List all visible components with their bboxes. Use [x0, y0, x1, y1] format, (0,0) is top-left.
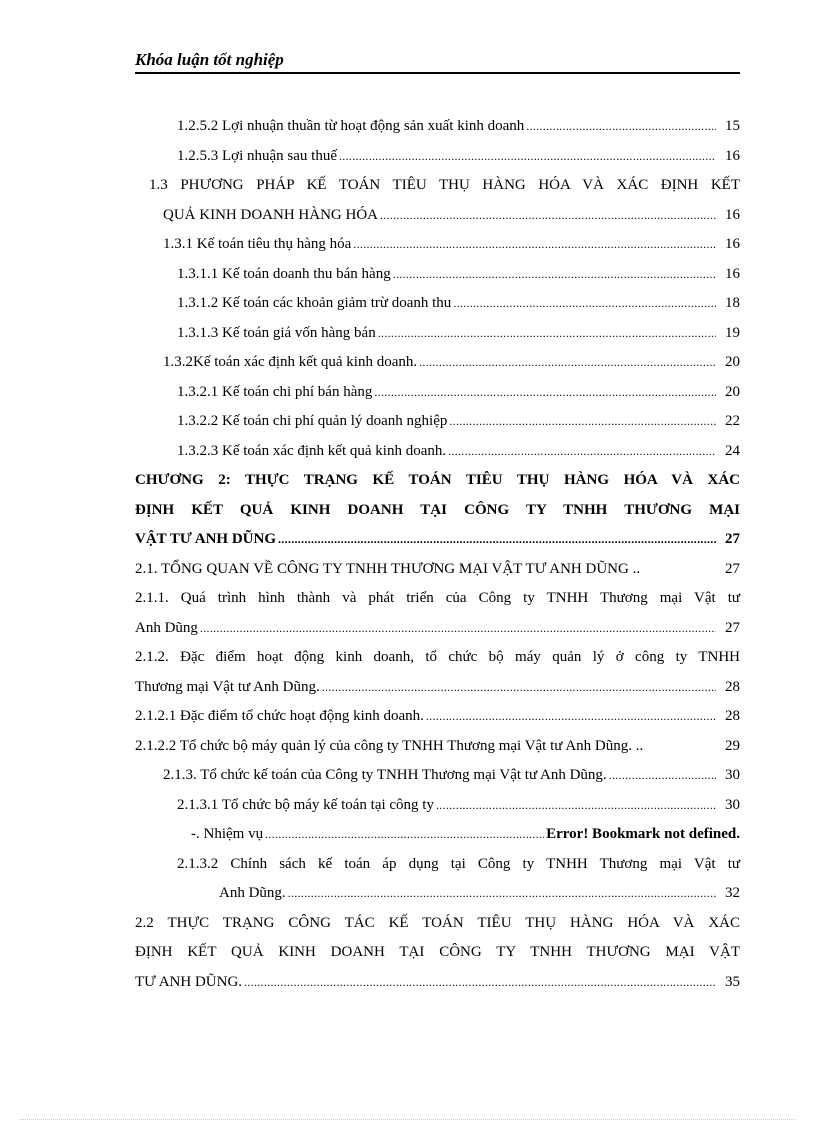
toc-entry-label: Anh Dũng [135, 619, 198, 636]
toc-entry[interactable] [135, 348, 740, 378]
toc-page-number: 27 [725, 560, 740, 577]
toc-entry[interactable] [135, 850, 740, 909]
toc-entry[interactable] [135, 761, 740, 791]
toc-entry-label: 1.2.5.3 Lợi nhuận sau thuế [177, 147, 337, 164]
toc-entry-label: 2.1.2.1 Đặc điểm tổ chức hoạt động kinh doanh. [135, 708, 424, 724]
toc-entry-label: 2.1. TỔNG QUAN VỀ CÔNG TY TNHH THƯƠNG MẠI VẬT TƯ ANH DŨNG .. [135, 560, 641, 577]
toc-page-number: 27 [725, 619, 740, 636]
page-bottom-border [20, 1119, 796, 1120]
toc-page-number: 20 [725, 383, 740, 400]
toc-leader-dots [448, 437, 716, 467]
toc-entry[interactable] [135, 643, 740, 702]
toc-leader-dots [322, 673, 716, 703]
toc-entry-label: 1.3.1.2 Kế toán các khoản giảm trừ doanh thu [177, 295, 452, 311]
toc-entry[interactable] [135, 437, 740, 467]
toc-entry-line: 1.3 PHƯƠNG PHÁP KẾ TOÁN TIÊU THỤ HÀNG HÓA VÀ XÁC ĐỊNH KẾT [149, 177, 740, 193]
toc-error-text: Error! Bookmark not defined. [546, 826, 740, 842]
toc-entry-line: 2.1.1. Quá trình hình thành và phát triển của Công ty TNHH Thương mại Vật tư [135, 590, 740, 606]
toc-leader-dots [526, 112, 716, 142]
toc-page-number: 27 [725, 531, 740, 547]
toc-entry[interactable] [135, 702, 740, 732]
toc-entry-line: ĐỊNH KẾT QUẢ KINH DOANH TẠI CÔNG TY TNHH THƯƠNG MẠI [135, 501, 740, 518]
toc-leader-dots [449, 407, 716, 437]
toc-leader-dots [419, 348, 716, 378]
toc-entry-label: 1.3.2.1 Kế toán chi phí bán hàng [177, 383, 373, 400]
toc-leader-dots [380, 201, 716, 231]
toc-leader-dots [353, 230, 716, 260]
toc-entry[interactable] [135, 909, 740, 998]
toc-entry-label: 1.3.2Kế toán xác định kết quả kinh doanh. [163, 354, 418, 370]
toc-entry-line: 2.2 THỰC TRẠNG CÔNG TÁC KẾ TOÁN TIÊU THỤ HÀNG HÓA VÀ XÁC [135, 914, 740, 931]
toc-entry[interactable] [135, 112, 740, 142]
toc-entry-line: 2.1.3.2 Chính sách kế toán áp dụng tại Công ty TNHH Thương mại Vật tư [177, 855, 740, 872]
toc-page-number: 24 [725, 442, 740, 459]
toc-page-number: 28 [725, 678, 740, 695]
page-header [135, 48, 740, 74]
toc-entry-label: 2.1.2.2 Tổ chức bộ máy quản lý của công ty TNHH Thương mại Vật tư Anh Dũng. .. [135, 737, 644, 754]
toc-entry[interactable] [135, 319, 740, 349]
toc-page-number: 16 [725, 265, 740, 282]
toc-entry[interactable] [135, 732, 740, 762]
toc-entry[interactable] [135, 171, 740, 230]
toc-entry[interactable] [135, 584, 740, 643]
toc-entry[interactable] [135, 407, 740, 437]
toc-entry[interactable] [135, 820, 740, 850]
toc-leader-dots [339, 142, 716, 172]
toc-leader-dots [378, 319, 716, 349]
toc-leader-dots [436, 791, 716, 821]
toc-entry-label: QUẢ KINH DOANH HÀNG HÓA [163, 206, 378, 223]
toc-entry-label: Thương mại Vật tư Anh Dũng. [135, 678, 320, 695]
toc-entry-label: TƯ ANH DŨNG. [135, 973, 243, 990]
header-title: Khóa luận tốt nghiệp [135, 50, 284, 69]
toc-page-number: 32 [725, 885, 740, 901]
toc-entry-label: 1.3.1 Kế toán tiêu thụ hàng hóa [163, 236, 352, 252]
toc-entry-label: 1.3.1.3 Kế toán giá vốn hàng bán [177, 324, 376, 341]
toc-entry[interactable] [135, 230, 740, 260]
toc-entry-label: 1.2.5.2 Lợi nhuận thuần từ hoạt động sản xuất kinh doanh [177, 118, 525, 134]
toc-page-number: 16 [725, 236, 740, 252]
toc-leader-dots [453, 289, 716, 319]
toc-entry-label: 2.1.3.1 Tổ chức bộ máy kế toán tại công ty [177, 796, 434, 813]
toc-leader-dots [265, 820, 544, 850]
toc-leader-dots [244, 968, 716, 998]
toc-entry[interactable] [135, 142, 740, 172]
toc-leader-dots [200, 614, 716, 644]
toc-leader-dots [278, 525, 716, 555]
toc-entry-line: CHƯƠNG 2: THỰC TRẠNG KẾ TOÁN TIÊU THỤ HÀNG HÓA VÀ XÁC [135, 472, 740, 488]
toc-page-number: 29 [725, 737, 740, 754]
toc-page-number: 15 [725, 118, 740, 134]
toc-page-number: 16 [725, 147, 740, 164]
toc-leader-dots [374, 378, 716, 408]
toc-entry-label: VẬT TƯ ANH DŨNG [135, 531, 276, 547]
table-of-contents [135, 112, 740, 997]
toc-entry-label: -. Nhiệm vụ [191, 826, 264, 842]
toc-page-number: 20 [725, 354, 740, 370]
toc-entry-label: 2.1.3. Tổ chức kế toán của Công ty TNHH Thương mại Vật tư Anh Dũng. [163, 767, 607, 783]
toc-leader-dots [288, 879, 716, 909]
toc-page-number: 16 [725, 206, 740, 223]
toc-entry-label: 1.3.2.2 Kế toán chi phí quản lý doanh nghiệp [177, 413, 448, 429]
toc-entry[interactable] [135, 791, 740, 821]
toc-page-number: 30 [725, 796, 740, 813]
toc-page-number: 35 [725, 973, 740, 990]
toc-entry[interactable] [135, 466, 740, 555]
toc-entry-label: Anh Dũng. [219, 885, 286, 901]
toc-entry-label: 1.3.1.1 Kế toán doanh thu bán hàng [177, 265, 391, 282]
toc-entry[interactable] [135, 260, 740, 290]
toc-entry[interactable] [135, 378, 740, 408]
toc-page-number: 18 [725, 295, 740, 311]
toc-entry-line: ĐỊNH KẾT QUẢ KINH DOANH TẠI CÔNG TY TNHH THƯƠNG MẠI VẬT [135, 944, 740, 960]
toc-entry-line: 2.1.2. Đặc điểm hoạt động kinh doanh, tổ chức bộ máy quản lý ở công ty TNHH [135, 649, 740, 665]
toc-leader-dots [609, 761, 716, 791]
toc-leader-dots [426, 702, 716, 732]
toc-page-number: 30 [725, 767, 740, 783]
toc-page-number: 28 [725, 708, 740, 724]
toc-page-number: 19 [725, 324, 740, 341]
toc-leader-dots [393, 260, 716, 290]
toc-entry-label: 1.3.2.3 Kế toán xác định kết quả kinh doanh. [177, 442, 447, 459]
toc-entry[interactable] [135, 555, 740, 585]
toc-entry[interactable] [135, 289, 740, 319]
toc-page-number: 22 [725, 413, 740, 429]
